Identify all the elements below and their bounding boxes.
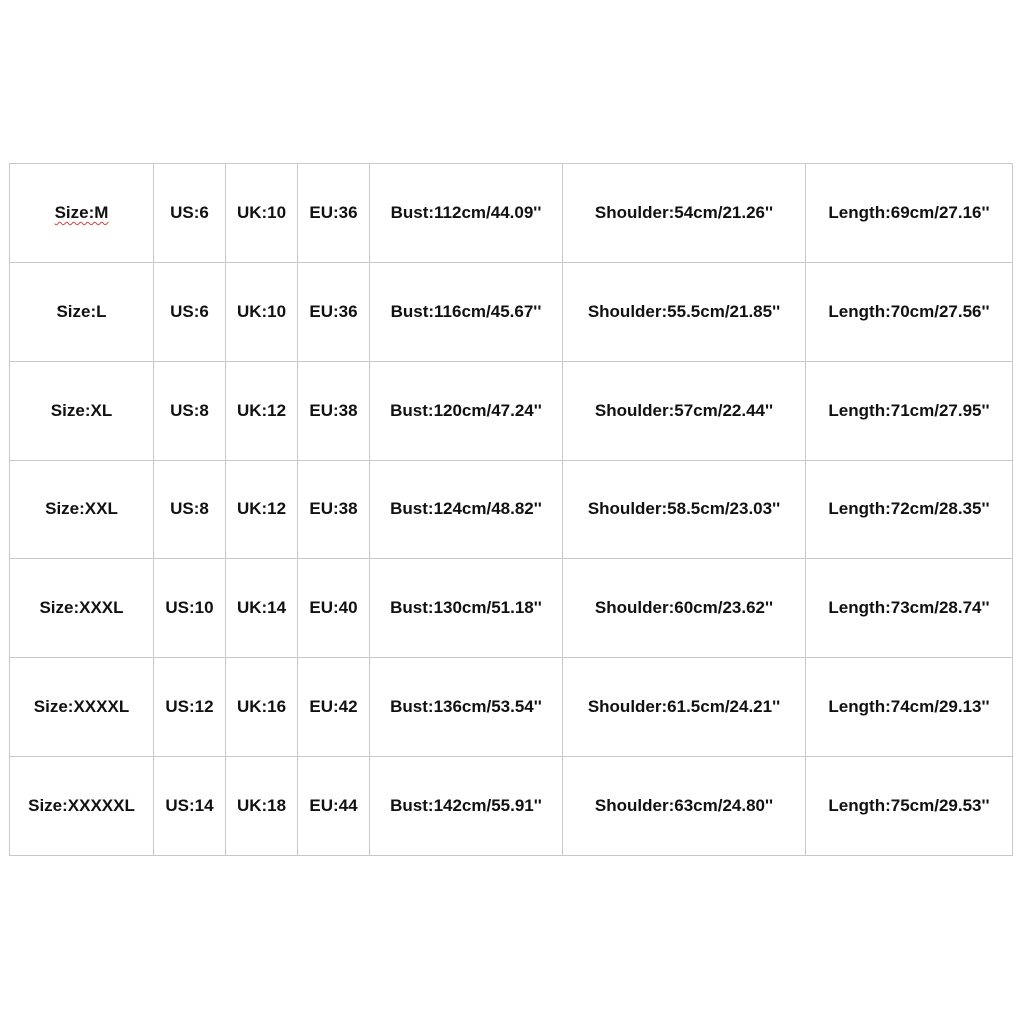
size-cell <box>10 658 154 757</box>
length-cell: Length:74cm/29.13'' <box>806 658 1013 757</box>
bust-cell: Bust:124cm/48.82'' <box>370 460 563 559</box>
uk-size-cell: UK:12 <box>226 361 298 460</box>
uk-size-cell: UK:18 <box>226 757 298 856</box>
shoulder-cell: Shoulder:61.5cm/24.21'' <box>563 658 806 757</box>
eu-size-cell: EU:44 <box>298 757 370 856</box>
length-cell: Length:72cm/28.35'' <box>806 460 1013 559</box>
size-label: Size:XXXXXL <box>28 796 135 816</box>
us-size-cell: US:10 <box>154 559 226 658</box>
table-row <box>10 559 1013 658</box>
table-row <box>10 361 1013 460</box>
uk-size-cell: UK:16 <box>226 658 298 757</box>
shoulder-cell: Shoulder:54cm/21.26'' <box>563 164 806 263</box>
bust-cell: Bust:112cm/44.09'' <box>370 164 563 263</box>
us-size-cell: US:12 <box>154 658 226 757</box>
us-size-cell: US:6 <box>154 262 226 361</box>
size-cell <box>10 559 154 658</box>
shoulder-cell: Shoulder:57cm/22.44'' <box>563 361 806 460</box>
bust-cell: Bust:142cm/55.91'' <box>370 757 563 856</box>
shoulder-cell: Shoulder:60cm/23.62'' <box>563 559 806 658</box>
us-size-cell: US:6 <box>154 164 226 263</box>
size-label: Size:XXXXL <box>33 697 130 717</box>
uk-size-cell: UK:12 <box>226 460 298 559</box>
table-row <box>10 658 1013 757</box>
eu-size-cell: EU:40 <box>298 559 370 658</box>
size-label: Size:XXXL <box>39 598 124 618</box>
size-label: Size:XL <box>50 400 113 420</box>
table-row <box>10 262 1013 361</box>
length-cell: Length:73cm/28.74'' <box>806 559 1013 658</box>
size-chart-table <box>9 163 1013 856</box>
size-label: Size:L <box>56 301 107 321</box>
shoulder-cell: Shoulder:55.5cm/21.85'' <box>563 262 806 361</box>
length-cell: Length:75cm/29.53'' <box>806 757 1013 856</box>
uk-size-cell: UK:10 <box>226 262 298 361</box>
size-label: Size:M <box>54 202 109 222</box>
bust-cell: Bust:120cm/47.24'' <box>370 361 563 460</box>
uk-size-cell: UK:14 <box>226 559 298 658</box>
eu-size-cell: EU:38 <box>298 361 370 460</box>
table-row <box>10 460 1013 559</box>
eu-size-cell: EU:36 <box>298 262 370 361</box>
eu-size-cell: EU:42 <box>298 658 370 757</box>
size-cell <box>10 757 154 856</box>
table-row <box>10 757 1013 856</box>
us-size-cell: US:8 <box>154 460 226 559</box>
length-cell: Length:69cm/27.16'' <box>806 164 1013 263</box>
size-label: Size:XXL <box>45 499 118 519</box>
shoulder-cell: Shoulder:58.5cm/23.03'' <box>563 460 806 559</box>
uk-size-cell: UK:10 <box>226 164 298 263</box>
table-row <box>10 164 1013 263</box>
us-size-cell: US:8 <box>154 361 226 460</box>
bust-cell: Bust:136cm/53.54'' <box>370 658 563 757</box>
eu-size-cell: EU:36 <box>298 164 370 263</box>
length-cell: Length:70cm/27.56'' <box>806 262 1013 361</box>
shoulder-cell: Shoulder:63cm/24.80'' <box>563 757 806 856</box>
size-cell <box>10 164 154 263</box>
bust-cell: Bust:116cm/45.67'' <box>370 262 563 361</box>
length-cell: Length:71cm/27.95'' <box>806 361 1013 460</box>
size-cell <box>10 361 154 460</box>
size-cell <box>10 460 154 559</box>
us-size-cell: US:14 <box>154 757 226 856</box>
bust-cell: Bust:130cm/51.18'' <box>370 559 563 658</box>
size-cell <box>10 262 154 361</box>
eu-size-cell: EU:38 <box>298 460 370 559</box>
